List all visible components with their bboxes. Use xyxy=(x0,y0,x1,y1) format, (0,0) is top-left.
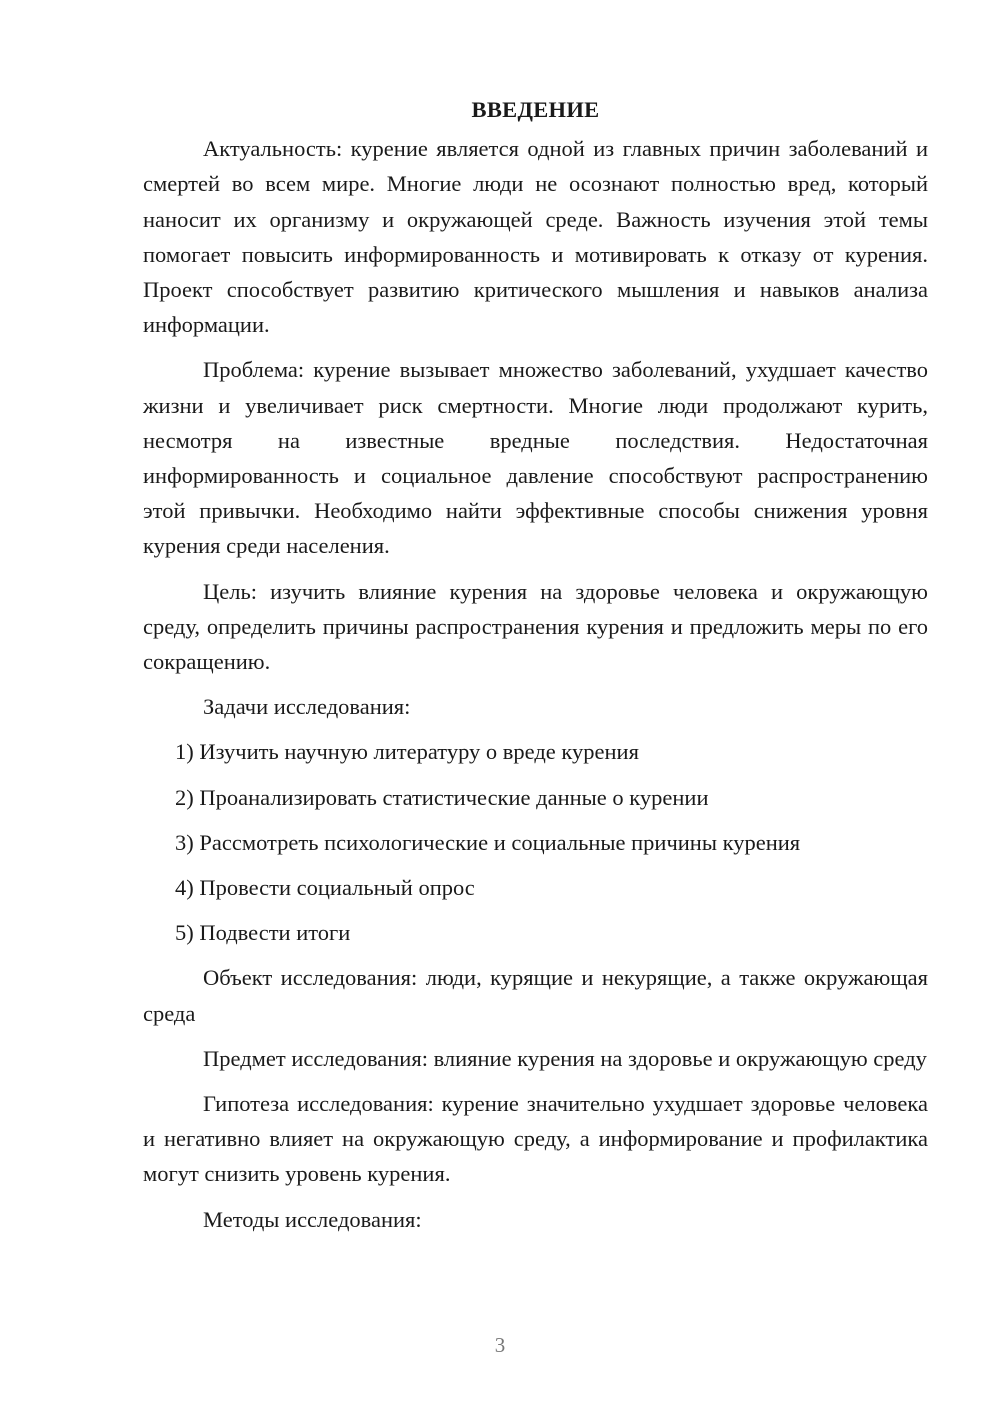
goal-paragraph: Цель: изучить влияние курения на здоровье человека и окружающую среду, определить причины распространения курения и предложить меры по его сокращению. xyxy=(143,578,928,675)
problem-paragraph: Проблема: курение вызывает множество заболеваний, ухудшает качество жизни и увеличивает риск смертности. Многие люди продолжают курить, несмотря на известные вредные последствия. Недостаточная информированность и социальное давление способствуют распространению этой привычки. Необходимо найти эффективные способы снижения уровня курения среди населения. xyxy=(143,357,928,559)
task-item: 3) Рассмотреть психологические и социальные причины курения xyxy=(175,829,801,855)
tasks-heading: Задачи исследования: xyxy=(203,694,411,720)
object-paragraph: Объект исследования: люди, курящие и некурящие, а также окружающая среда xyxy=(143,965,928,1026)
document-page xyxy=(143,92,928,1247)
task-item: 1) Изучить научную литературу о вреде курения xyxy=(175,739,639,765)
page-number: 3 xyxy=(494,1333,506,1357)
task-item: 4) Провести социальный опрос xyxy=(175,875,475,901)
hypothesis-paragraph: Гипотеза исследования: курение значительно ухудшает здоровье человека и негативно влияет на окружающую среду, а информирование и профилактика могут снизить уровень курения. xyxy=(143,1091,928,1187)
relevance-paragraph: Актуальность: курение является одной из главных причин заболеваний и смертей во всем мире. Многие люди не осознают полностью вред, который наносит их организму и окружающей среде. Важность изучения этой темы помогает повысить информированность и мотивировать к отказу от курения. Проект способствует развитию критического мышления и навыков анализа информации. xyxy=(143,136,928,338)
methods-heading: Методы исследования: xyxy=(203,1206,422,1232)
task-item: 2) Проанализировать статистические данные о курении xyxy=(175,784,709,810)
subject-paragraph: Предмет исследования: влияние курения на здоровье и окружающую среду xyxy=(203,1045,927,1071)
task-item: 5) Подвести итоги xyxy=(175,920,351,946)
tasks-list xyxy=(143,734,928,950)
page-title: ВВЕДЕНИЕ xyxy=(471,97,600,122)
